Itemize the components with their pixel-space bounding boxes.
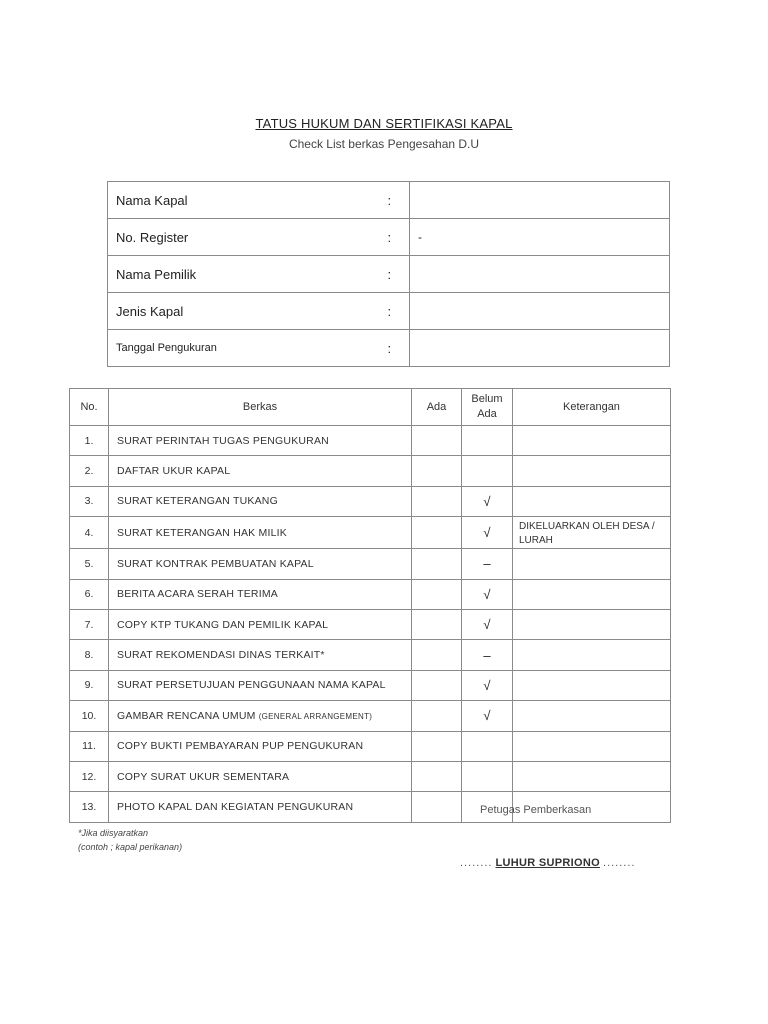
header-belum-ada-line2: Ada <box>477 408 497 420</box>
checklist-row <box>70 426 671 456</box>
row-keterangan <box>513 579 671 609</box>
checklist-row <box>70 640 671 670</box>
info-label: Nama Kapal <box>108 182 370 219</box>
row-belum-ada-mark: √ <box>462 486 513 516</box>
row-belum-ada-mark: – <box>462 549 513 579</box>
row-number: 5. <box>70 549 109 579</box>
row-berkas <box>109 517 412 549</box>
row-number: 8. <box>70 640 109 670</box>
checklist-row <box>70 517 671 549</box>
row-belum-ada-mark: √ <box>462 609 513 639</box>
row-belum-ada-mark: – <box>462 640 513 670</box>
signer-block <box>460 857 635 869</box>
row-berkas-text: SURAT KONTRAK PEMBUATAN KAPAL <box>117 557 314 570</box>
info-row-nama-pemilik <box>108 256 670 293</box>
header-ada: Ada <box>412 389 462 426</box>
row-keterangan <box>513 456 671 486</box>
row-keterangan <box>513 486 671 516</box>
ship-info-table <box>107 181 670 367</box>
info-colon: : <box>370 182 410 219</box>
signer-dots-suffix: ........ <box>603 857 636 869</box>
row-berkas <box>109 792 412 822</box>
row-keterangan <box>513 426 671 456</box>
header-belum-ada <box>462 389 513 426</box>
info-row-tanggal-pengukuran <box>108 330 670 367</box>
info-colon: : <box>370 256 410 293</box>
info-row-no-register <box>108 219 670 256</box>
info-value: - <box>410 219 670 256</box>
petugas-label: Petugas Pemberkasan <box>480 804 592 816</box>
info-value <box>410 256 670 293</box>
row-berkas <box>109 426 412 456</box>
row-berkas-text: GAMBAR RENCANA UMUM <box>117 709 256 722</box>
checklist-row <box>70 486 671 516</box>
row-ada-mark <box>412 549 462 579</box>
row-berkas-text: SURAT REKOMENDASI DINAS TERKAIT* <box>117 649 325 662</box>
row-number: 4. <box>70 517 109 549</box>
info-value <box>410 330 670 367</box>
row-belum-ada-mark: √ <box>462 670 513 700</box>
row-ada-mark <box>412 640 462 670</box>
row-number: 9. <box>70 670 109 700</box>
row-berkas-text: PHOTO KAPAL DAN KEGIATAN PENGUKURAN <box>117 800 354 813</box>
row-ada-mark <box>412 731 462 761</box>
checklist-row <box>70 670 671 700</box>
row-berkas <box>109 609 412 639</box>
row-ada-mark <box>412 579 462 609</box>
row-belum-ada-mark <box>462 456 513 486</box>
row-berkas <box>109 640 412 670</box>
info-colon: : <box>370 293 410 330</box>
row-number: 12. <box>70 761 109 791</box>
row-number: 6. <box>70 579 109 609</box>
row-berkas <box>109 761 412 791</box>
row-ada-mark <box>412 792 462 822</box>
row-number: 1. <box>70 426 109 456</box>
signer-name: LUHUR SUPRIONO <box>495 857 600 869</box>
checklist-row <box>70 579 671 609</box>
checklist-row <box>70 549 671 579</box>
row-belum-ada-mark <box>462 731 513 761</box>
row-berkas-text: DAFTAR UKUR KAPAL <box>117 465 231 478</box>
document-title: TATUS HUKUM DAN SERTIFIKASI KAPAL <box>255 116 513 131</box>
row-belum-ada-mark: √ <box>462 517 513 549</box>
info-value <box>410 293 670 330</box>
row-belum-ada-mark <box>462 426 513 456</box>
row-number: 13. <box>70 792 109 822</box>
document-subtitle: Check List berkas Pengesahan D.U <box>288 137 480 151</box>
footnote-line-2: (contoh ; kapal perikanan) <box>78 842 183 852</box>
row-keterangan: DIKELUARKAN OLEH DESA / LURAH <box>513 517 671 549</box>
row-belum-ada-mark <box>462 761 513 791</box>
checklist-row <box>70 731 671 761</box>
header-keterangan: Keterangan <box>513 389 671 426</box>
info-label: No. Register <box>108 219 370 256</box>
row-berkas-note: (GENERAL ARRANGEMENT) <box>258 711 373 721</box>
row-belum-ada-mark: √ <box>462 579 513 609</box>
header-berkas: Berkas <box>109 389 412 426</box>
header-belum-ada-line1: Belum <box>471 393 503 405</box>
row-ada-mark <box>412 517 462 549</box>
row-number: 2. <box>70 456 109 486</box>
row-berkas <box>109 670 412 700</box>
info-colon: : <box>370 330 410 367</box>
checklist-row <box>70 761 671 791</box>
row-berkas <box>109 456 412 486</box>
info-label: Tanggal Pengukuran <box>108 330 370 367</box>
row-belum-ada-mark: √ <box>462 701 513 731</box>
row-berkas-text: SURAT KETERANGAN HAK MILIK <box>117 526 287 539</box>
row-berkas <box>109 549 412 579</box>
row-number: 7. <box>70 609 109 639</box>
row-ada-mark <box>412 670 462 700</box>
row-ada-mark <box>412 486 462 516</box>
row-ada-mark <box>412 701 462 731</box>
row-berkas <box>109 731 412 761</box>
row-keterangan <box>513 609 671 639</box>
row-berkas <box>109 701 412 731</box>
info-colon: : <box>370 219 410 256</box>
row-keterangan <box>513 731 671 761</box>
header-no: No. <box>70 389 109 426</box>
row-keterangan <box>513 549 671 579</box>
row-berkas-text: COPY SURAT UKUR SEMENTARA <box>117 770 290 783</box>
row-berkas-text: SURAT PERSETUJUAN PENGGUNAAN NAMA KAPAL <box>117 679 386 692</box>
row-berkas <box>109 486 412 516</box>
info-row-jenis-kapal <box>108 293 670 330</box>
footnote <box>78 826 182 854</box>
row-ada-mark <box>412 609 462 639</box>
row-berkas-text: SURAT PERINTAH TUGAS PENGUKURAN <box>117 434 329 447</box>
document-checklist-table <box>69 388 671 823</box>
row-berkas-text: SURAT KETERANGAN TUKANG <box>117 495 278 508</box>
checklist-header-row <box>70 389 671 426</box>
row-ada-mark <box>412 426 462 456</box>
info-row-nama-kapal <box>108 182 670 219</box>
checklist-row <box>70 609 671 639</box>
row-berkas-text: COPY KTP TUKANG DAN PEMILIK KAPAL <box>117 618 329 631</box>
row-ada-mark <box>412 761 462 791</box>
footnote-line-1: *Jika diisyaratkan <box>78 828 149 838</box>
row-ada-mark <box>412 456 462 486</box>
row-number: 11. <box>70 731 109 761</box>
row-number: 3. <box>70 486 109 516</box>
row-keterangan <box>513 670 671 700</box>
checklist-row <box>70 456 671 486</box>
row-keterangan <box>513 761 671 791</box>
row-berkas <box>109 579 412 609</box>
checklist-body <box>70 426 671 823</box>
row-number: 10. <box>70 701 109 731</box>
info-label: Nama Pemilik <box>108 256 370 293</box>
info-label: Jenis Kapal <box>108 293 370 330</box>
row-keterangan <box>513 701 671 731</box>
row-berkas-text: COPY BUKTI PEMBAYARAN PUP PENGUKURAN <box>117 740 364 753</box>
row-keterangan <box>513 640 671 670</box>
row-berkas-text: BERITA ACARA SERAH TERIMA <box>117 588 278 601</box>
info-value <box>410 182 670 219</box>
signer-dots-prefix: ........ <box>460 857 493 869</box>
checklist-row <box>70 701 671 731</box>
